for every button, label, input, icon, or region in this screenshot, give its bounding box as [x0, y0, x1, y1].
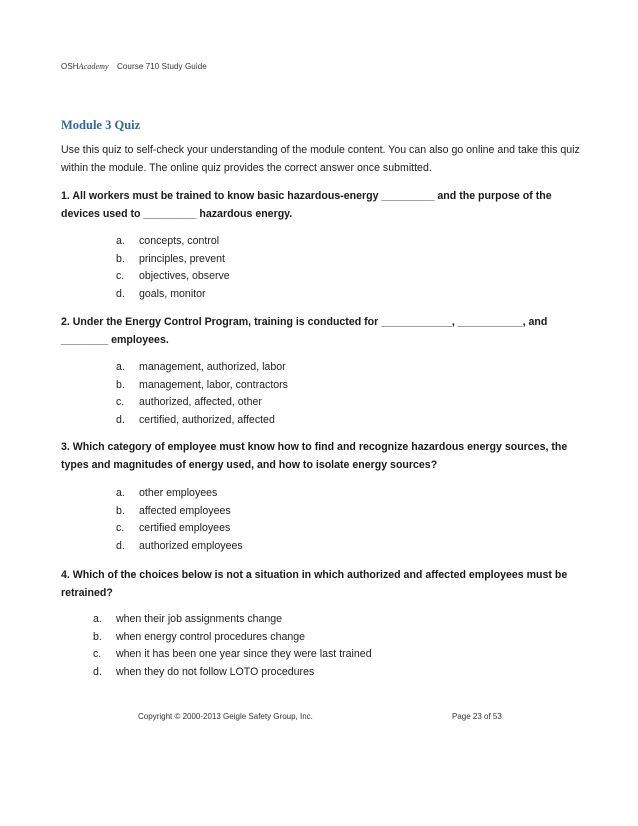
question-3: 3. Which category of employee must know how to find and recognize hazardous energy sources, the types and magnitudes of energy used, and how to isolate energy sources? [61, 441, 568, 471]
brand-name-italic: Academy [78, 62, 109, 71]
question-1-options [116, 233, 230, 303]
question-1: 1. All workers must be trained to know basic hazardous-energy _________ and the purpose of the devices used to _________ hazardous energy. [61, 190, 552, 220]
page-footer [138, 712, 518, 721]
option-1d: d. goals, monitor [116, 287, 206, 300]
page-number: Page 23 of 53 [452, 712, 502, 721]
option-4a: a. when their job assignments change [93, 613, 283, 625]
option-1c: c. objectives, observe [116, 270, 230, 282]
option-4c: c. when it has been one year since they were last trained [93, 648, 372, 660]
course-name: Course 710 Study Guide [117, 62, 207, 71]
option-2b: b. management, labor, contractors [116, 378, 288, 391]
question-3-options [116, 485, 243, 555]
module-title: Module 3 Quiz [61, 118, 141, 132]
option-3a: a. other employees [116, 487, 218, 499]
question-2-options [116, 359, 288, 429]
copyright-notice: Copyright © 2000-2013 Geigle Safety Group, Inc. [138, 712, 313, 721]
option-4d: d. when they do not follow LOTO procedures [93, 665, 315, 678]
option-3b: b. affected employees [116, 504, 231, 517]
option-1a: a. concepts, control [116, 235, 220, 247]
brand-name: OSH [61, 62, 79, 71]
option-3d: d. authorized employees [116, 539, 243, 552]
option-4b: b. when energy control procedures change [93, 630, 306, 643]
page-header [61, 62, 207, 71]
intro-paragraph: Use this quiz to self-check your understanding of the module content. You can also go online and take this quiz within the module. The online quiz provides the correct answer once submitted. [61, 144, 580, 174]
option-2d: d. certified, authorized, affected [116, 413, 275, 426]
question-2: 2. Under the Energy Control Program, training is conducted for ____________, ___________, and ________ employees. [61, 316, 548, 346]
option-2c: c. authorized, affected, other [116, 396, 262, 408]
question-4-options [93, 611, 372, 681]
option-2a: a. management, authorized, labor [116, 361, 286, 373]
question-4: 4. Which of the choices below is not a situation in which authorized and affected employees must be retrained? [61, 569, 568, 599]
option-1b: b. principles, prevent [116, 252, 225, 265]
option-3c: c. certified employees [116, 522, 231, 534]
